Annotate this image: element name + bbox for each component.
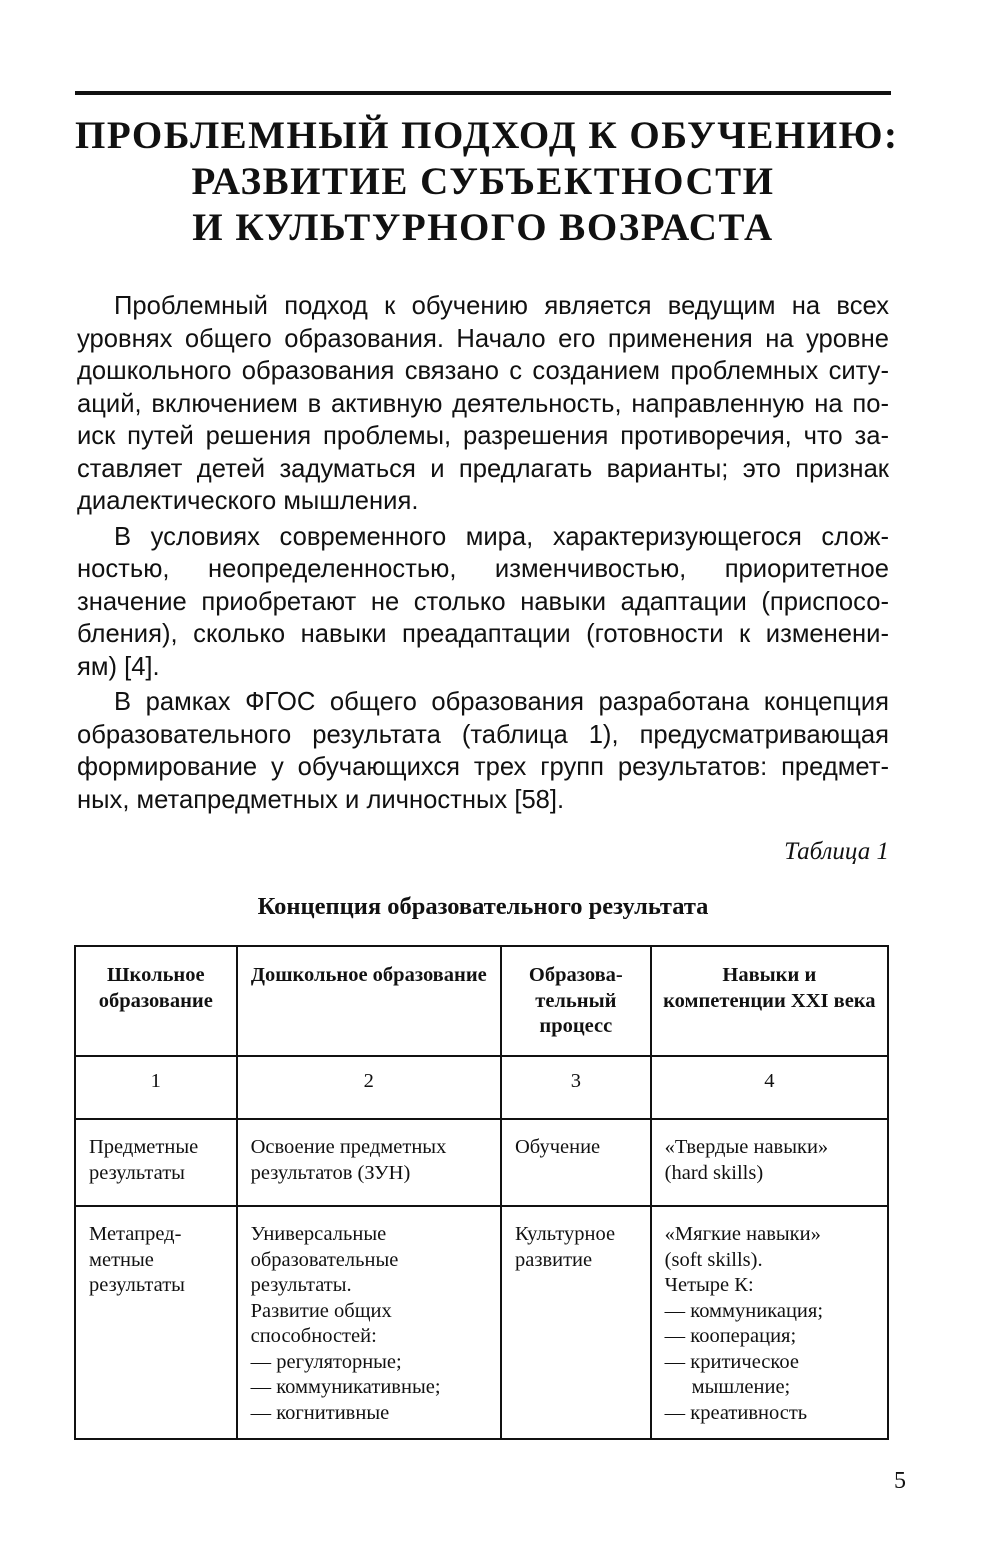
column-number: 3 [501, 1056, 651, 1119]
header-line: образование [372, 964, 487, 986]
header-line: тельный [535, 989, 617, 1012]
header-line: и компетенции [663, 964, 817, 1012]
cell-line: Метапред- [89, 1223, 182, 1245]
text-line: ставляет детей задуматься и предлагать варианты; это признак [77, 454, 889, 483]
cell-line: — регуляторные; [250, 1350, 402, 1373]
header-line: Образова- [528, 964, 623, 986]
cell-line: Четыре К: [664, 1274, 754, 1296]
text-line: аций, включением в активную деятельность, направленную на по- [77, 389, 889, 418]
table-cell [651, 1119, 888, 1206]
cell-line: — коммуникативные; [250, 1376, 441, 1398]
cell-line: Развитие общих [250, 1299, 392, 1322]
column-number: 2 [237, 1056, 501, 1119]
cell-line: — креативность [664, 1401, 808, 1424]
paragraph-3 [77, 686, 889, 816]
text-line: ностью, неопределенностью, изменчивостью, приоритетное [77, 555, 889, 583]
table-label: Таблица 1 [784, 838, 889, 865]
body-text [77, 290, 889, 819]
table-cell [237, 1206, 501, 1439]
chapter-title [75, 113, 899, 251]
cell-line: развитие [515, 1248, 593, 1271]
text-line: диалектического мышления. [77, 487, 419, 515]
cell-line: Обучение [515, 1136, 601, 1158]
text-line: ных, метапредметных и личностных [58]. [77, 785, 565, 814]
cell-line: «Твердые навыки» [664, 1136, 829, 1158]
header-line: Школьное [107, 964, 205, 986]
cell-line: результаты [89, 1274, 185, 1296]
cell-line: (soft skills). [664, 1248, 763, 1271]
cell-line: — критическое [664, 1350, 799, 1373]
text-line: В рамках ФГОС общего образования разработана концепция [114, 688, 889, 716]
table-number-row [75, 1056, 888, 1119]
text-line: дошкольного образования связано с созданием проблемных ситу- [77, 357, 889, 385]
chapter-title-line: ПРОБЛЕМНЫЙ ПОДХОД К ОБУЧЕНИЮ: [75, 114, 899, 157]
top-rule [75, 91, 891, 95]
chapter-title-line: РАЗВИТИЕ СУБЪЕКТНОСТИ [191, 160, 775, 203]
cell-line: образовательные [250, 1248, 399, 1271]
table-cell [237, 1119, 501, 1206]
concept-table [74, 945, 889, 1440]
cell-line: результатов (ЗУН) [250, 1161, 411, 1184]
cell-line: результаты [89, 1161, 185, 1184]
column-number: 1 [75, 1056, 237, 1119]
table-row [75, 1119, 888, 1206]
header-preschool-education [237, 946, 501, 1056]
header-21st-century-skills [651, 946, 888, 1056]
table-cell [75, 1119, 237, 1206]
cell-line: способностей: [250, 1325, 377, 1347]
header-line: образование [98, 989, 213, 1012]
cell-line: Универсальные [250, 1223, 387, 1245]
cell-line: Предметные [89, 1136, 199, 1158]
cell-line: — коммуникация; [664, 1299, 824, 1322]
table-cell [501, 1119, 651, 1206]
cell-line: метные [89, 1248, 154, 1271]
text-line: ям) [4]. [77, 652, 160, 681]
table-cell [501, 1206, 651, 1439]
header-line: процесс [539, 1015, 613, 1037]
column-number: 4 [651, 1056, 888, 1119]
cell-line: — когнитивные [250, 1401, 390, 1424]
table-row [75, 1206, 888, 1439]
chapter-title-line: И КУЛЬТУРНОГО ВОЗРАСТА [192, 206, 774, 249]
text-line: образовательного результата (таблица 1), предусматривающая [77, 720, 889, 749]
header-line: Навыки [722, 964, 800, 986]
table-header-row [75, 946, 888, 1056]
text-line: уровнях общего образования. Начало его применения на уровне [77, 324, 889, 353]
header-line: Дошкольное [250, 964, 368, 986]
page-number: 5 [894, 1468, 906, 1494]
cell-line: (hard skills) [664, 1161, 764, 1184]
header-school-education [75, 946, 237, 1056]
table-title: Концепция образовательного результата [257, 893, 709, 920]
text-line: иск путей решения проблемы, разрешения противоречия, что за- [77, 422, 889, 450]
text-line: значение приобретают не столько навыки адаптации (приспосо- [77, 587, 889, 616]
text-line: бления), сколько навыки преадаптации (готовности к изменени- [77, 620, 889, 648]
table-cell [651, 1206, 888, 1439]
paragraph-2 [77, 521, 889, 684]
header-line: XXI века [790, 989, 876, 1012]
text-line: В условиях современного мира, характеризующегося слож- [114, 522, 889, 551]
paragraph-1 [77, 290, 889, 518]
cell-line: мышление; [691, 1376, 791, 1398]
cell-line: Культурное [515, 1223, 616, 1245]
cell-line: результаты. [250, 1274, 352, 1296]
cell-line: — кооперация; [664, 1325, 797, 1347]
cell-line: «Мягкие навыки» [664, 1223, 821, 1245]
table-cell [75, 1206, 237, 1439]
cell-line: Освоение предметных [250, 1136, 447, 1158]
text-line: формирование у обучающихся трех групп результатов: предмет- [77, 753, 889, 781]
text-line: Проблемный подход к обучению является ведущим на всех [114, 292, 889, 320]
header-educational-process [501, 946, 651, 1056]
